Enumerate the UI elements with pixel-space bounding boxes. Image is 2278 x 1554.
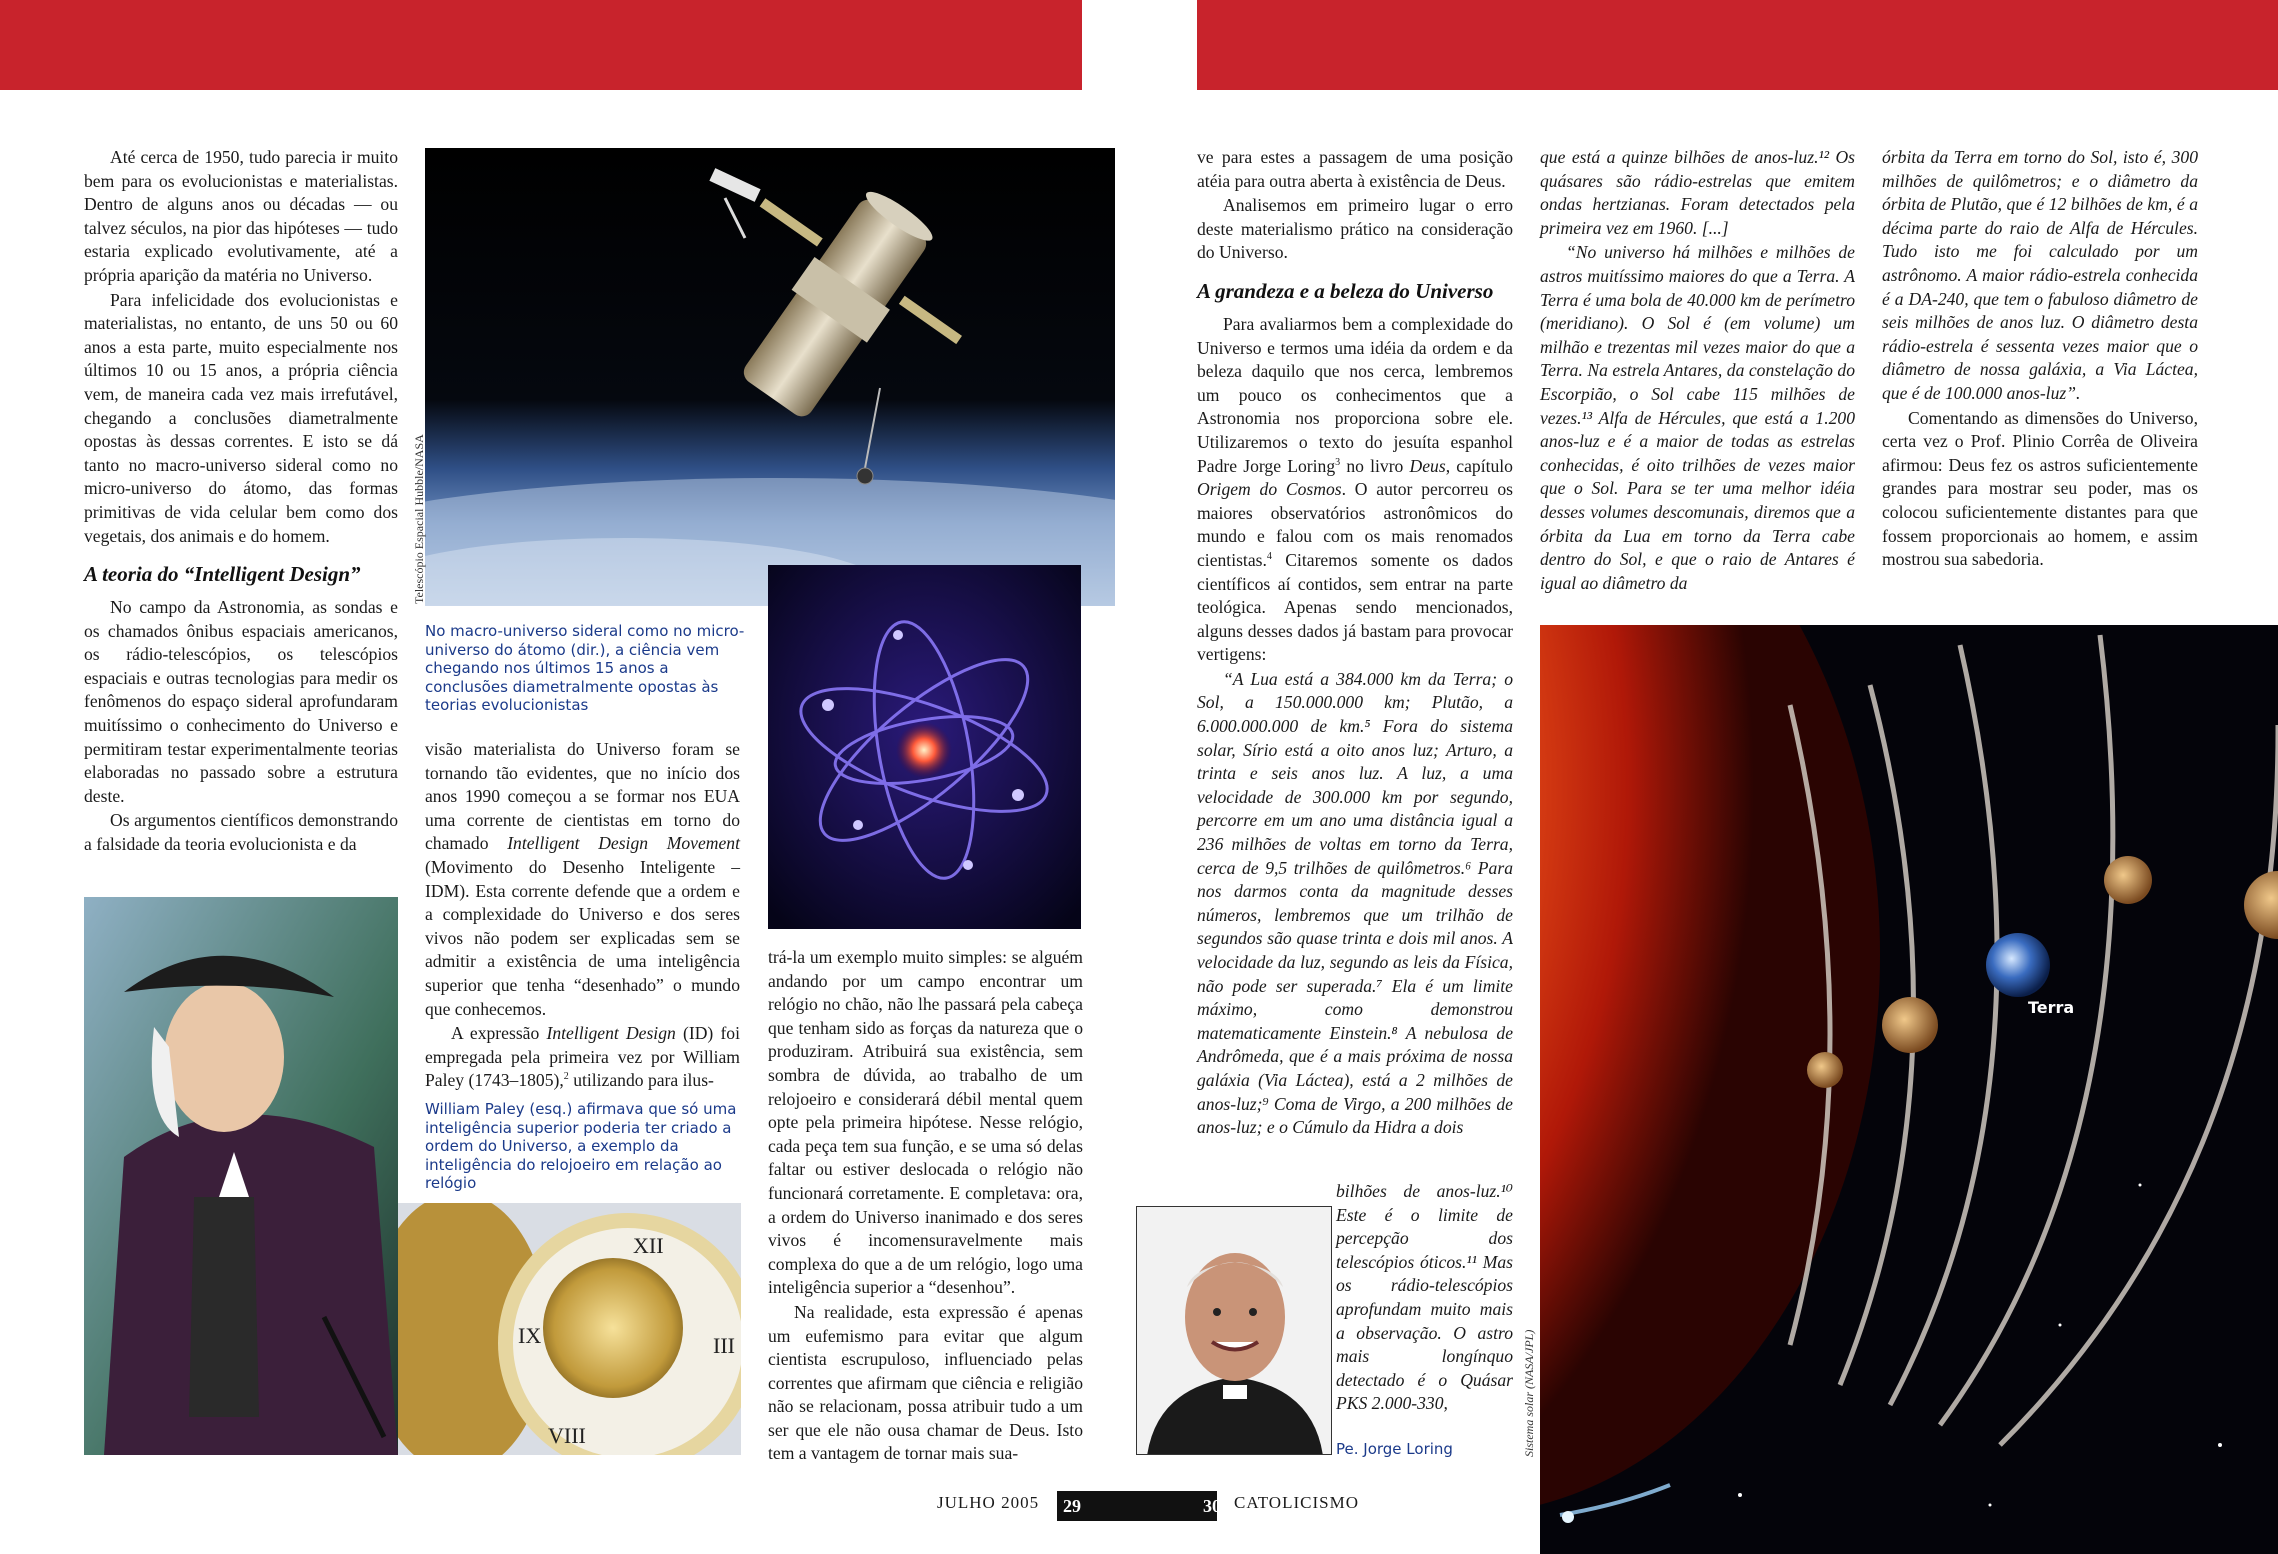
- text-run: Citaremos somente os dados científicos aí contidos, sem entrar na parte teológica. Apenas sendo mencionados, alguns desses dados já bastam para provocar vertigens:: [1197, 549, 1513, 665]
- paragraph: No campo da Astronomia, as sondas e os chamados ônibus espaciais americanos, os rádio-telescópios, os telescópios espaciais e outras tecnologias para medir os fenômenos do espaço sideral aprofundaram muitíssimo o conhecimento do Universo e permitiram testar experimentalmente teorias elaboradas no passado sobre a estrutura deste.: [84, 597, 398, 806]
- text-run-italic: Origem do Cosmos: [1197, 479, 1342, 500]
- footer-magazine: CATOLICISMO: [1234, 1493, 1359, 1512]
- paragraph: Até cerca de 1950, tudo parecia ir muito bem para os evolucionistas e materialistas. Dentro de alguns anos ou décadas — ou talvez séculos, na pior das hipóteses — tudo estaria explicado evolutivamente, até a própria aparição da matéria no Universo.: [84, 147, 398, 285]
- earth-label: Terra: [2028, 998, 2075, 1017]
- text-run: no livro: [1346, 455, 1404, 476]
- paragraph: A expressão Intelligent Design (ID) foi empregada pela primeira vez por William Paley (1743–1805),$^2$ utilizando para ilus-: [425, 1023, 740, 1091]
- column-1: [84, 146, 398, 857]
- text-run: visão materialista do Universo foram se tornando tão evidentes, que no início dos anos 1990 começou a se formar nos EUA uma corrente de cientistas em torno do chamado: [425, 739, 740, 854]
- paragraph: que está a quinze bilhões de anos-luz.¹² Os quásares são rádio-estrelas que emitem ondas hertzianas. Foram detectados pela primeira vez em 1960. [...]: [1540, 147, 1855, 238]
- quote-paragraph: “A Lua está a 384.000 km da Terra; o Sol, a 150.000.000 km; Plutão, a 6.000.000.000 de km.⁵ Fora do sistema solar, Sírio está a oito anos luz; Arturo, a trinta e seis anos luz. A luz, a uma velocidade de 300.000 km por segundo, percorre em um ano uma distância igual a 236 milhões de voltas em torno da Terra, cerca de 9,5 trilhões de quilômetros.⁶ Para nos darmos conta da magnitude desses números, lembremos que um trilhão de segundos são quase trinta e dois mil anos. A velocidade da luz, segundo as leis da Física, não pode ser superada.⁷ Ela é um limite máximo, como demonstrou matematicamente Einstein.⁸ A nebulosa de Andrômeda, que é a mais próxima de nossa galáxia (Via Láctea), está a 2 milhões de anos-luz;⁹ Coma de Virgo, a 200 milhões de anos-luz; e o Cúmulo da Hidra a dois: [1197, 668, 1513, 1138]
- paragraph: Na realidade, esta expressão é apenas um eufemismo para evitar que algum cientista escrupuloso, influenciado pelas correntes que afirmam que ciência e religião não se relacionam, possa atribuir tudo a um ser que ele não ousa chamar de Deus. Isto tem a vantagem de tornar mais sua-: [768, 1301, 1083, 1464]
- footer-month: JULHO 2005: [937, 1493, 1040, 1512]
- text-run-italic: Intelligent Design: [546, 1023, 676, 1044]
- column-2: [425, 738, 740, 1093]
- text-run-italic: Deus: [1409, 455, 1446, 476]
- text-run: A expressão: [451, 1023, 540, 1044]
- column-4: [1197, 146, 1513, 1140]
- paragraph: Para avaliarmos bem a complexidade do Universo e termos uma idéia da ordem e da beleza daquilo que nos cerca, lembremos um pouco os conhecimentos que a Astronomia nos proporciona sobre ele. Utilizaremos o texto do jesuíta espanhol Padre Jorge Loring$^3$ no livro Deus, capítulo Origem do Cosmos. O autor percorreu os maiores observatórios astronômicos do mundo e falou com os mais renomados cientistas.$^4$ Citaremos somente os dados científicos aí contidos, sem entrar na parte teológica. Apenas sendo mencionados, alguns desses dados já bastam para provocar vertigens:: [1197, 313, 1513, 665]
- column-6: [1882, 146, 2198, 572]
- section-heading: A teoria do “Intelligent Design”: [84, 562, 361, 587]
- solar-system-illustration: [1540, 625, 2278, 1554]
- hubble-caption: No macro-universo sideral como no micro-universo do átomo (dir.), a ciência vem chegando nos últimos 15 anos a conclusões diametralmente opostas às teorias evolucionistas: [425, 622, 745, 715]
- paragraph: trá-la um exemplo muito simples: se alguém andando por um campo encontrar um relógio no chão, não lhe passará pela cabeça que tenham sido as forças da natureza que o produziram. Atribuirá sua existência, sem sombra de dúvida, ao trabalho de um relojoeiro e considerará débil mental quem opte pela primeira hipótese. Nesse relógio, cada peça tem sua função, e se uma só delas faltar ou estiver deslocada o relógio não funcionará corretamente. E completava: ora, a ordem do Universo inanimado e dos seres vivos é incomensuravelmente mais complexa do que a de um relógio, logo uma inteligência superior a “desenhou”.: [768, 947, 1083, 1298]
- photo-credit-solar: Sistema solar (NASA/JPL): [1522, 1329, 1536, 1457]
- paragraph: órbita da Terra em torno do Sol, isto é, 300 milhões de quilômetros; e o diâmetro da órbita de Plutão, que é 12 bilhões de km, é a décima parte do raio de Alfa de Hércules. Tudo isto me foi calculado por um astrônomo. A maior rádio-estrela conhecida é a DA-240, que tem o fabuloso diâmetro de seis milhões de anos luz. O diâmetro desta rádio-estrela é sessenta vezes maior que o diâmetro de nossa galáxia, a Via Láctea, que é de 100.000 anos-luz”.: [1882, 147, 2198, 403]
- hubble-telescope-photo: [425, 148, 1115, 606]
- section-heading: A grandeza e a beleza do Universo: [1197, 278, 1494, 303]
- page-number-right: 30: [1203, 1496, 1221, 1516]
- paragraph: Comentando as dimensões do Universo, certa vez o Prof. Plinio Corrêa de Oliveira afirmou: Deus fez os astros suficientemente grandes para mostrar seu poder, mas os colocou suficientemente distantes para que fossem proporcionais ao homem, e assim mostrou sua sabedoria.: [1882, 407, 2198, 570]
- text-run: (Movimento do Desenho Inteligente – IDM). Esta corrente defende que a ordem e a complexidade do Universo e dos seres vivos não podem ser explicadas sem se admitir a existência de uma inteligência superior que tenha “desenhado” o mundo que conhecemos.: [425, 856, 740, 1019]
- text-run: utilizando para ilus-: [573, 1070, 714, 1091]
- pocket-watch-photo: [398, 1203, 741, 1455]
- jorge-loring-photo: [1136, 1206, 1332, 1455]
- column-3: [768, 946, 1083, 1466]
- paragraph: [425, 738, 740, 1021]
- header-bar-right: [1197, 0, 2278, 90]
- column-5: [1540, 146, 1855, 595]
- william-paley-portrait: [84, 897, 398, 1455]
- svg-text:IX: IX: [518, 1323, 542, 1348]
- text-run: Para avaliarmos bem a complexidade do Universo e termos uma idéia da ordem e da beleza daquilo que nos cerca, lembremos um pouco os conhecimentos que a Astronomia nos proporciona sobre ele. Utilizaremos o texto do jesuíta espanhol Padre Jorge Loring: [1197, 313, 1513, 476]
- svg-text:VIII: VIII: [548, 1423, 586, 1448]
- header-bar-left: [0, 0, 1082, 90]
- page-number-left: 29: [1057, 1491, 1217, 1521]
- svg-text:III: III: [713, 1333, 735, 1358]
- paragraph: “No universo há milhões e milhões de astros muitíssimo maiores do que a Terra. A Terra é uma bola de 40.000 km de perímetro (meridiano). O Sol é (em volume) um milhão e trezentas mil vezes maior do que a Terra. Na estrela Antares, da constelação do Escorpião, o Sol cabe 115 milhões de vezes.¹³ Alfa de Hércules, que está a 1.200 anos-luz e é a maior de todas as estrelas conhecidas, é oito trilhões de vezes maior que o Sol. Para se ter uma melhor idéia desses volumes descomunais, diremos que a órbita da Lua em torno da Terra cabe dentro do Sol, e que o raio de Antares é igual ao diâmetro da: [1540, 242, 1855, 593]
- paragraph: Analisemos em primeiro lugar o erro deste materialismo prático na consideração do Universo.: [1197, 195, 1513, 263]
- photo-credit-hubble: Telescópio Espacial Hubble/NASA: [412, 434, 426, 604]
- svg-text:XII: XII: [633, 1233, 664, 1258]
- paragraph: Os argumentos científicos demonstrando a falsidade da teoria evolucionista e da: [84, 810, 398, 855]
- paragraph: ve para estes a passagem de uma posição atéia para outra aberta à existência de Deus.: [1197, 147, 1513, 191]
- text-run: . O autor percorreu os maiores observatórios astronômicos do mundo e falou com os mais renomados cientistas.: [1197, 479, 1513, 570]
- paragraph: Para infelicidade dos evolucionistas e materialistas, no entanto, de uns 50 ou 60 anos a esta parte, muito especialmente nos últimos 10 ou 15 anos, a própria ciência vem, de maneira cada vez mais irrefutável, chegando a conclusões diametralmente opostas às dessas correntes. E isto se dá tanto no macro-universo sideral como no micro-universo do átomo, das formas primitivas de vida celular bem como dos vegetais, dos animais e do homem.: [84, 289, 398, 546]
- column-4-quote-continued: bilhões de anos-luz.¹⁰ Este é o limite de percepção dos telescópios óticos.¹¹ Mas os rádio-telescópios aprofundam muito mais a observação. O astro mais longínquo detectado é o Quásar PKS 2.000-330,: [1336, 1181, 1513, 1414]
- atom-illustration: [768, 565, 1081, 929]
- text-run: , capítulo: [1445, 455, 1513, 476]
- text-run: (ID) foi empregada pela primeira vez por William Paley (1743–1805),: [425, 1023, 740, 1091]
- paley-caption: William Paley (esq.) afirmava que só uma inteligência superior poderia ter criado a ordem do Universo, a exemplo da inteligência do relojoeiro em relação ao relógio: [425, 1100, 737, 1193]
- text-run-italic: Intelligent Design Movement: [507, 833, 740, 854]
- loring-caption: Pe. Jorge Loring: [1336, 1440, 1453, 1458]
